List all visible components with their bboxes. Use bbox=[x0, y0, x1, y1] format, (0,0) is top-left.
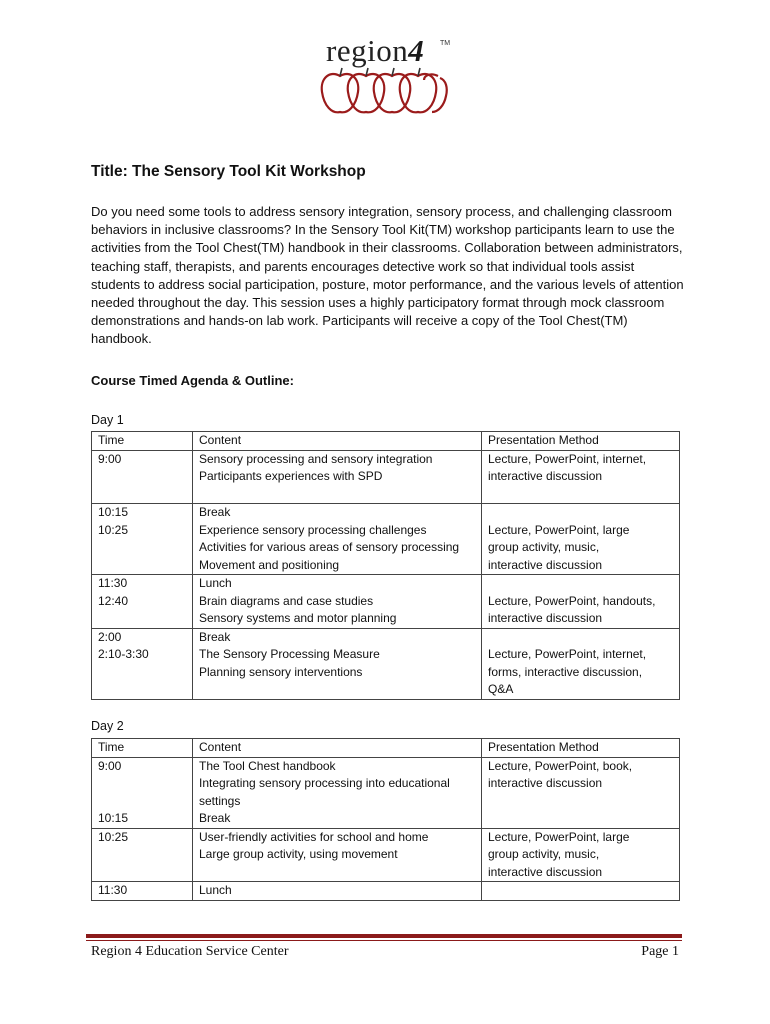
method-cell bbox=[482, 450, 680, 504]
content-cell bbox=[193, 828, 482, 882]
day1-agenda-table bbox=[91, 431, 680, 700]
content-line: Sensory systems and motor planning bbox=[199, 611, 397, 625]
content-line: User-friendly activities for school and home bbox=[199, 829, 429, 844]
time-cell bbox=[92, 628, 193, 699]
content-line: The Sensory Processing Measure bbox=[199, 647, 380, 661]
table-row bbox=[92, 757, 680, 828]
method-line: Lecture, PowerPoint, internet, bbox=[488, 647, 647, 661]
time-value: 11:30 bbox=[98, 883, 128, 897]
time-cell bbox=[92, 757, 193, 828]
apples-icon bbox=[318, 66, 452, 118]
content-cell bbox=[193, 450, 482, 504]
method-cell bbox=[482, 828, 680, 882]
time-value: 9:00 bbox=[98, 758, 122, 773]
time-value: 10:15 bbox=[98, 505, 129, 519]
time-value: 11:30 bbox=[98, 576, 128, 590]
method-line: group activity, music, bbox=[488, 540, 600, 554]
content-line: Break bbox=[199, 505, 231, 519]
time-cell bbox=[92, 575, 193, 629]
content-line: Brain diagrams and case studies bbox=[199, 593, 374, 608]
method-line: Lecture, PowerPoint, large bbox=[488, 522, 630, 537]
footer-rule-thin bbox=[86, 940, 682, 941]
content-cell bbox=[193, 504, 482, 575]
time-value: 2:00 bbox=[98, 629, 122, 644]
day2-agenda-table bbox=[91, 738, 680, 901]
table-row bbox=[92, 882, 680, 901]
content-line: Sensory processing and sensory integration bbox=[199, 451, 433, 466]
time-value: 10:25 bbox=[98, 829, 129, 844]
agenda-heading: Course Timed Agenda & Outline: bbox=[91, 373, 294, 388]
header-content: Content bbox=[193, 739, 482, 758]
header-time: Time bbox=[92, 432, 193, 451]
time-cell bbox=[92, 450, 193, 504]
content-line: settings bbox=[199, 793, 241, 808]
table-row bbox=[92, 628, 680, 699]
content-cell bbox=[193, 757, 482, 828]
method-line: interactive discussion bbox=[488, 469, 603, 483]
content-line: Integrating sensory processing into educational bbox=[199, 776, 450, 790]
method-cell bbox=[482, 628, 680, 699]
method-line: interactive discussion bbox=[488, 611, 603, 625]
content-line: The Tool Chest handbook bbox=[199, 758, 336, 773]
method-cell bbox=[482, 882, 680, 901]
method-line: Lecture, PowerPoint, large bbox=[488, 829, 630, 844]
method-line: forms, interactive discussion, bbox=[488, 664, 643, 679]
content-line: Activities for various areas of sensory processing bbox=[199, 540, 460, 554]
content-cell bbox=[193, 882, 482, 901]
method-line: Lecture, PowerPoint, internet, bbox=[488, 451, 647, 466]
day2-label: Day 2 bbox=[91, 719, 124, 733]
table-header-row bbox=[92, 739, 680, 758]
content-line: Planning sensory interventions bbox=[199, 664, 363, 679]
table-row bbox=[92, 828, 680, 882]
header-time: Time bbox=[92, 739, 193, 758]
header-content: Content bbox=[193, 432, 482, 451]
logo-number: 4 bbox=[408, 33, 425, 68]
page-title: Title: The Sensory Tool Kit Workshop bbox=[91, 163, 366, 180]
time-value: 9:00 bbox=[98, 451, 122, 466]
method-line: Lecture, PowerPoint, handouts, bbox=[488, 593, 656, 608]
content-line: Break bbox=[199, 629, 231, 644]
time-value: 12:40 bbox=[98, 593, 129, 608]
content-line: Break bbox=[199, 811, 231, 825]
method-line: interactive discussion bbox=[488, 776, 603, 790]
content-line: Lunch bbox=[199, 576, 232, 590]
time-cell bbox=[92, 882, 193, 901]
logo-wordmark bbox=[326, 34, 424, 68]
intro-paragraph: Do you need some tools to address sensory integration, sensory process, and challenging classroom behaviors in inclusive classrooms? In the Sensory Tool Kit(TM) workshop participants learn to use the activities from the Tool Chest(TM) handbook in their classrooms. Collaboration between administrators, teaching staff, therapists, and parents encourages detective work so that individual tools assist students to address social participation, posture, motor performance, and the various levels of attention needed throughout the day. This session uses a highly participatory format through mock classroom demonstrations and hands-on lab work. Participants will receive a copy of the Tool Chest(TM) handbook. bbox=[91, 204, 684, 347]
logo-word: region bbox=[326, 33, 409, 68]
day1-label: Day 1 bbox=[91, 413, 124, 427]
method-cell bbox=[482, 757, 680, 828]
method-line: group activity, music, bbox=[488, 847, 600, 861]
page-number: Page 1 bbox=[641, 944, 679, 959]
method-cell bbox=[482, 504, 680, 575]
time-cell bbox=[92, 504, 193, 575]
method-line: Lecture, PowerPoint, book, bbox=[488, 758, 633, 773]
content-line: Lunch bbox=[199, 883, 232, 897]
table-row bbox=[92, 575, 680, 629]
table-row bbox=[92, 450, 680, 504]
content-cell bbox=[193, 575, 482, 629]
method-line: interactive discussion bbox=[488, 864, 603, 879]
footer-organization: Region 4 Education Service Center bbox=[91, 944, 289, 959]
method-cell bbox=[482, 575, 680, 629]
method-line: interactive discussion bbox=[488, 557, 603, 572]
region4-logo bbox=[318, 34, 452, 118]
content-line: Movement and positioning bbox=[199, 557, 340, 572]
content-line: Participants experiences with SPD bbox=[199, 469, 383, 483]
content-cell bbox=[193, 628, 482, 699]
time-value: 10:25 bbox=[98, 522, 129, 537]
table-header-row bbox=[92, 432, 680, 451]
content-line: Experience sensory processing challenges bbox=[199, 522, 427, 537]
footer-rule-thick bbox=[86, 934, 682, 938]
time-value: 10:15 bbox=[98, 811, 129, 825]
time-value: 2:10-3:30 bbox=[98, 647, 149, 661]
logo-trademark: TM bbox=[440, 40, 451, 47]
header-method: Presentation Method bbox=[482, 739, 680, 758]
method-line: Q&A bbox=[488, 682, 514, 696]
content-line: Large group activity, using movement bbox=[199, 847, 398, 861]
table-row bbox=[92, 504, 680, 575]
time-cell bbox=[92, 828, 193, 882]
header-method: Presentation Method bbox=[482, 432, 680, 451]
